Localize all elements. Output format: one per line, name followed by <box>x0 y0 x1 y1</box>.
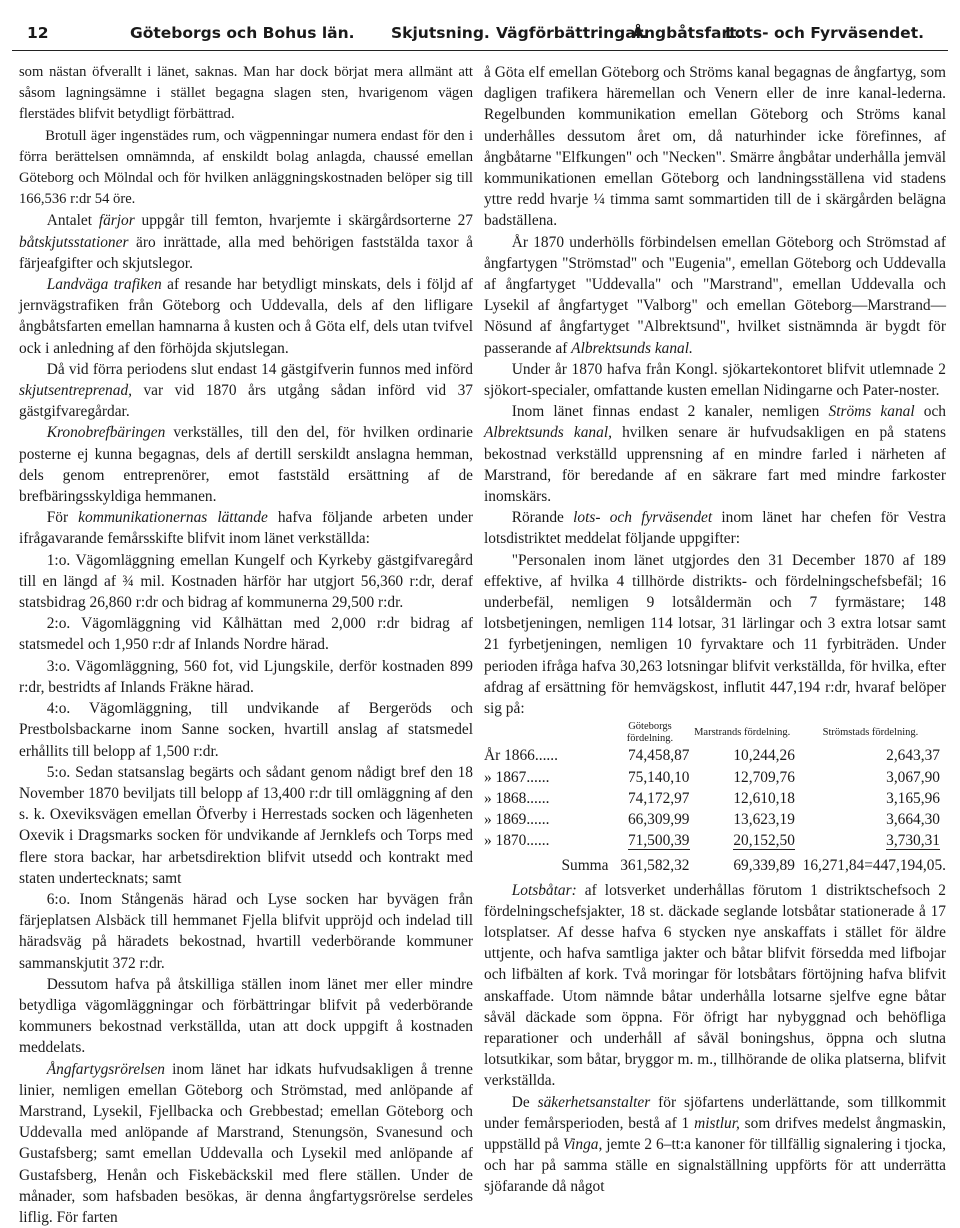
paragraph: Då vid förra periodens slut endast 14 gästgifverin funnos med införd skjutsentreprenad, var vid 1870 års utgång sådan införd vid 37 gästgifvaregårdar. <box>19 360 473 421</box>
paragraph: Rörande lots- och fyrväsendet inom länet har chefen för Vestra lotsdistriktet meddelat följande uppgifter: <box>484 509 946 548</box>
running-header <box>12 20 948 51</box>
pilotage-fees-table <box>484 721 946 876</box>
paragraph: Brotull äger ingenstädes rum, och vägpenningar numera endast för den i förra berättelsen omnämnda, af enskildt bolag anlagda, chaussé emellan Göteborg och Mölndal och för hvilken anläggningskostnaden belöper sig till 166,536 r:dr 54 öre. <box>19 127 473 208</box>
list-item: 2:o. Vägomläggning vid Kålhättan med 2,000 r:dr bidrag af statsmedel och 1,950 r:dr af Inlands Nordre härad. <box>19 615 473 654</box>
paragraph: å Göta elf emellan Göteborg och Ströms kanal begagnas de ångfartyg, som dagligen trafikera häremellan och Venern eller de inre kanal-lederna. Regelbunden kommunikation emellan Göteborg och Ströms kanal underhålles dessutom året om, då naturhinder icke förefinnes, af ångbåtarne "Elfkungen" och "Necken". Smärre ångbåtar underhålla jemväl kommunikationen emellan Göteborg och landningsställena vid stadens yttre redd hvarje ¼ timma samt sommartiden till de i skärgården belägna badställena. <box>484 64 946 230</box>
table-row: » 1869...... 66,309,99 13,623,19 3,664,30 <box>484 810 940 828</box>
table-row: År 1866...... 74,458,87 10,244,26 2,643,37 <box>484 747 940 765</box>
left-column <box>19 62 473 1228</box>
column-header: Marstrands fördelning. <box>694 727 791 739</box>
paragraph: För kommunikationernas lättande hafva följande arbeten under ifrågavarande femårsskifte blifvit inom länet verkställda: <box>19 509 473 548</box>
paragraph: Landväga trafiken af resande har betydligt minskats, dels i följd af jernvägstrafiken från Göteborg och Uddevalla, dels af den lifligare ångbåtsfarten emellan hamnarna å kusten och å Göta elf, dels utan tvifvel ock i anledning af den förhöjda skjutslegan. <box>19 276 473 357</box>
paragraph: År 1870 underhölls förbindelsen emellan Göteborg och Strömstad af ångfartygen "Strömstad" och "Eugenia", emellan Göteborg och Uddevalla af ångfartyget "Uddevalla" och "Marstrand", emellan Uddevalla och Lysekil af ångfartyget "Valborg" och emellan Göteborg—Marstrand—Nösund af ångfartyget "Albrektsund", hvilket sistnämnda är bygdt för passerande af Albrektsunds kanal. <box>484 233 946 357</box>
paragraph: Dessutom hafva på åtskilliga ställen inom länet mer eller mindre betydliga vägomläggningar och förbättringar blifvit på vederbörande kommuners bekostnad verkställda, utan att dock uppgift å kostnaden meddelats. <box>19 975 473 1057</box>
header-topic-1: Skjutsning. <box>391 24 490 42</box>
header-topic-4: Lots- och Fyrväsendet. <box>725 24 924 42</box>
table-row: » 1868...... 74,172,97 12,610,18 3,165,96 <box>484 789 940 807</box>
paragraph: Kronobrefbäringen verkställes, till den del, för hvilken ordinarie posterne ej kunna begagnas, dels af dertill serskildt anslagna hemman, dels genom entreprenörer, emot faststäld ersättning af de brefbäringsskyldiga hemmanen. <box>19 424 473 506</box>
header-topic-3: Ångbåtsfart. <box>632 24 743 42</box>
column-header: Göteborgs fördelning. <box>626 721 674 745</box>
paragraph: Inom länet finnas endast 2 kanaler, nemligen Ströms kanal och Albrektsunds kanal, hvilken senare är hufvudsakligen en på statens bekostnad verkställd upprensning af en mindre farled i närheten af Marstrand, för beredande af en säkrare fart med mindre farkoster inomskärs. <box>484 403 947 506</box>
list-item: 5:o. Sedan statsanslag begärts och sådant genom nådigt bref den 18 November 1870 beviljats till belopp af 13,400 r:dr till omläggning af den s. k. Oxeviksvägen emellan Öfverby i Herrestads socken och lägenheten Oxevik i Dragsmarks socken för undvikande af Jernklefs och Torps med flere stora backar, har arbetsdirektion blifvit utsedd och kontrakt med staten undertecknats; samt <box>19 763 473 887</box>
paragraph: Under år 1870 hafva från Kongl. sjökartekontoret blifvit utlemnade 2 sjökort-specialer, omfattande kusten emellan Nidingarne och Pater-noster. <box>484 360 946 400</box>
table-row: » 1867...... 75,140,10 12,709,76 3,067,90 <box>484 768 940 786</box>
list-item: 3:o. Vägomläggning, 560 fot, vid Ljungskile, derför kostnaden 899 r:dr, bestridts af Inlands Fräkne härad. <box>19 657 473 696</box>
paragraph: De säkerhetsanstalter för sjöfartens underlättande, som tillkommit under femårsperioden, bestå af 1 mistlur, som drifves medelst ångmaskin, uppställd på Vinga, jemte 2 6–tt:a kanoner för tillfällig signalering i tjocka, och har på samma ställe en signalställning uppförts för att underrätta sjöfarande då något <box>484 1093 947 1196</box>
page-number: 12 <box>27 24 49 42</box>
paragraph: som nästan öfverallt i länet, saknas. Man har dock börjat mera allmänt att såsom lagningsämne i stället begagna slagen sten, hvarigenom vägen flerstädes blifvit betydligt förbättrad. <box>19 64 473 123</box>
column-header: Strömstads fördelning. <box>822 727 919 739</box>
list-item: 6:o. Inom Stångenäs härad och Lyse socken har byvägen från färjeplatsen Alsbäck till hemmanet Fjella blifvit uppröjd och indelad till häradsväg på häradets bekostnad, hvartill vederbörande kommuner sammanskjutit 372 r:dr. <box>19 890 473 972</box>
paragraph: Antalet färjor uppgår till femton, hvarjemte i skärgårdsorterne 27 båtskjutsstationer äro inrättade, alla med behörigen faststälda taxor å färjeafgifter och skjutslegor. <box>19 212 473 272</box>
paragraph: "Personalen inom länet utgjordes den 31 December 1870 af 189 effektive, af hvilka 4 tillhörde distrikts- och fördelningschefsbefäl; 16 underbefäl, nemligen 9 lotsåldermän och 7 fyrmästare; 148 lotsbetjeningen, nemligen 114 lotsar, 31 lärlingar och 3 extra lotsar samt 21 fyrbetjeningen, nemligen 10 fyrvaktare och 11 fyrbiträden. Under perioden ifråga hafva 30,263 lotsningar blifvit verkställda, för hvilka, efter afdrag af ersättning för hemvägskost, influtit 447,194 r:dr, hvaraf belöper sig på: <box>484 551 946 718</box>
table-sum-row: Summa 361,582,32 69,339,89 16,271,84=447,194,05. <box>561 857 946 875</box>
table-row: » 1870...... 71,500,39 20,152,50 3,730,31 <box>484 832 940 850</box>
table-header-row <box>484 721 946 745</box>
paragraph: Ångfartygsrörelsen inom länet har idkats hufvudsakligen å trenne linier, nemligen emellan Göteborg och Strömstad, med anlöpande af Marstrand, Lysekil, Fjellbacka och Grebbestad; emellan Göteborg och Uddevalla med anlöpande af Marstrand, Stenungsön, Svanesund och Gustafsberg; samt emellan Uddevalla och Lysekil med anlöpande af Gustafsberg, Henån och Fiskebäckskil med flere ställen. Under de månader, som hafsbaden besökas, är denna ångfartygsrörelse serdeles liflig. För farten <box>19 1060 473 1226</box>
list-item: 1:o. Vägomläggning emellan Kungelf och Kyrkeby gästgifvaregård till en längd af ¾ mil. Kostnaden härför har utgjort 56,360 r:dr, deraf statsbidrag 26,860 r:dr och bidrag af kommunerna 29,500 r:dr. <box>19 551 473 612</box>
paragraph: Lotsbåtar: af lotsverket underhållas förutom 1 distriktschefsoch 2 fördelningschefsjakter, 18 st. däckade seglande lotsbåtar stationerade å 17 lotsplatser. Af desse hafva 6 stycken nye anskaffats i stället för äldre uttjente, och hafva samtliga jakter och båtar blifvit försedda med lifbojar och lifbälten af kork. Två moringar för lotsbåtars förtöjning hafva blifvit anskaffade. Utom nämnde båtar underhålla lotsarne sjelfve egne båtar såväl däckade som öppna. För öfrigt har nybyggnad och behöfliga reparationer och underhåll af såväl boningshus, öppna och slutna lotsutkikar, som båtar, bryggor m. m., tillhörande de olika platserna, blifvit verkställda. <box>484 881 946 1090</box>
right-column <box>484 62 946 1198</box>
list-item: 4:o. Vägomläggning, till undvikande af Bergeröds och Prestbolsbackarne inom Sanne socken, hvartill anslag af statsmedel erhållits till belopp af 1,500 r:dr. <box>19 700 473 760</box>
header-topic-2: Vägförbättringar. <box>496 24 647 42</box>
header-title: Göteborgs och Bohus län. <box>130 24 355 42</box>
